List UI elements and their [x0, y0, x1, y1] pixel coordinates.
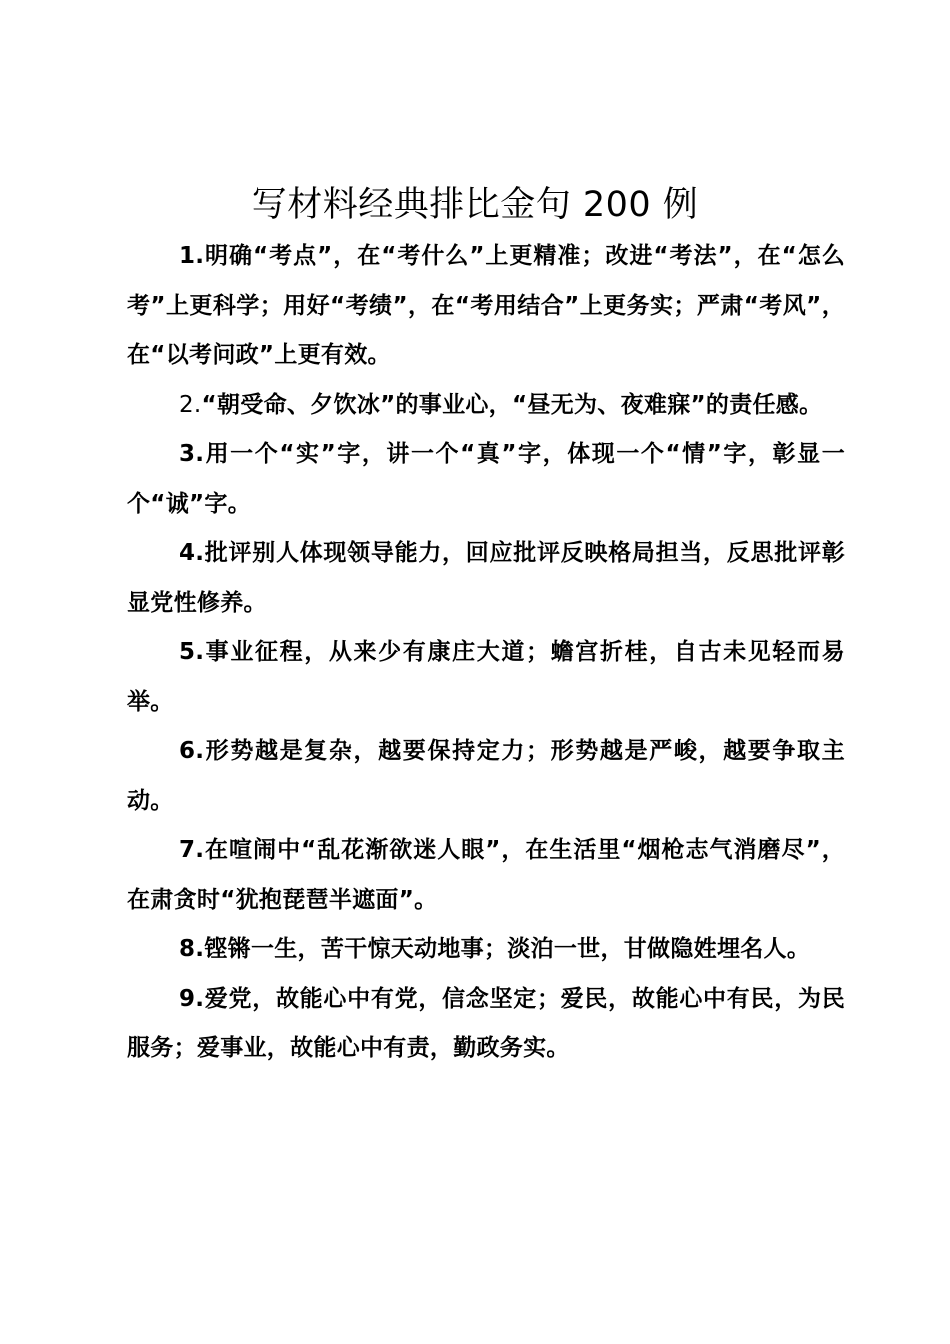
- item-text: 明确“考点”，在“考什么”上更精准；改进“考法”，在“怎么考”上更科学；用好“考绩”，在“考用结合”上更务实；严肃“考风”，在“以考问政”上更有效。: [127, 243, 845, 368]
- item-text: 事业征程，从来少有康庄大道；蟾宫折桂，自古未见轻而易举。: [127, 639, 845, 715]
- item-text: 用一个“实”字，讲一个“真”字，体现一个“情”字，彰显一个“诚”字。: [127, 441, 845, 517]
- list-item: [127, 826, 845, 925]
- document-body: [127, 232, 845, 1074]
- item-number: 1.: [179, 243, 205, 269]
- document-title: 写材料经典排比金句 200 例: [251, 185, 699, 225]
- list-item: [127, 925, 845, 975]
- list-item: [127, 232, 845, 381]
- item-text: 在喧闹中“乱花渐欲迷人眼”，在生活里“烟枪志气消磨尽”，在肃贪时“犹抱琵琶半遮面”。: [127, 837, 845, 913]
- item-text: 铿锵一生，苦干惊天动地事；淡泊一世，甘做隐姓埋名人。: [204, 936, 811, 962]
- list-item: [127, 727, 845, 826]
- item-text: 形势越是复杂，越要保持定力；形势越是严峻，越要争取主动。: [127, 738, 845, 814]
- item-number: 7.: [179, 837, 205, 863]
- item-text: 批评别人体现领导能力，回应批评反映格局担当，反思批评彰显党性修养。: [127, 540, 845, 616]
- list-item: [127, 430, 845, 529]
- item-number: 3.: [179, 441, 205, 467]
- list-item: [127, 975, 845, 1074]
- item-number: 4.: [179, 540, 205, 566]
- item-number: 2.: [179, 391, 202, 418]
- item-text: 爱党，故能心中有党，信念坚定；爱民，故能心中有民，为民服务；爱事业，故能心中有责，勤政务实。: [127, 985, 845, 1061]
- item-number: 9.: [179, 985, 205, 1012]
- list-item: [127, 381, 845, 431]
- item-number: 8.: [179, 936, 205, 962]
- item-number: 5.: [179, 639, 205, 665]
- item-number: 6.: [179, 738, 205, 764]
- list-item: [127, 529, 845, 628]
- list-item: [127, 628, 845, 727]
- item-text: “朝受命、夕饮冰”的事业心，“昼无为、夜难寐”的责任感。: [201, 391, 823, 418]
